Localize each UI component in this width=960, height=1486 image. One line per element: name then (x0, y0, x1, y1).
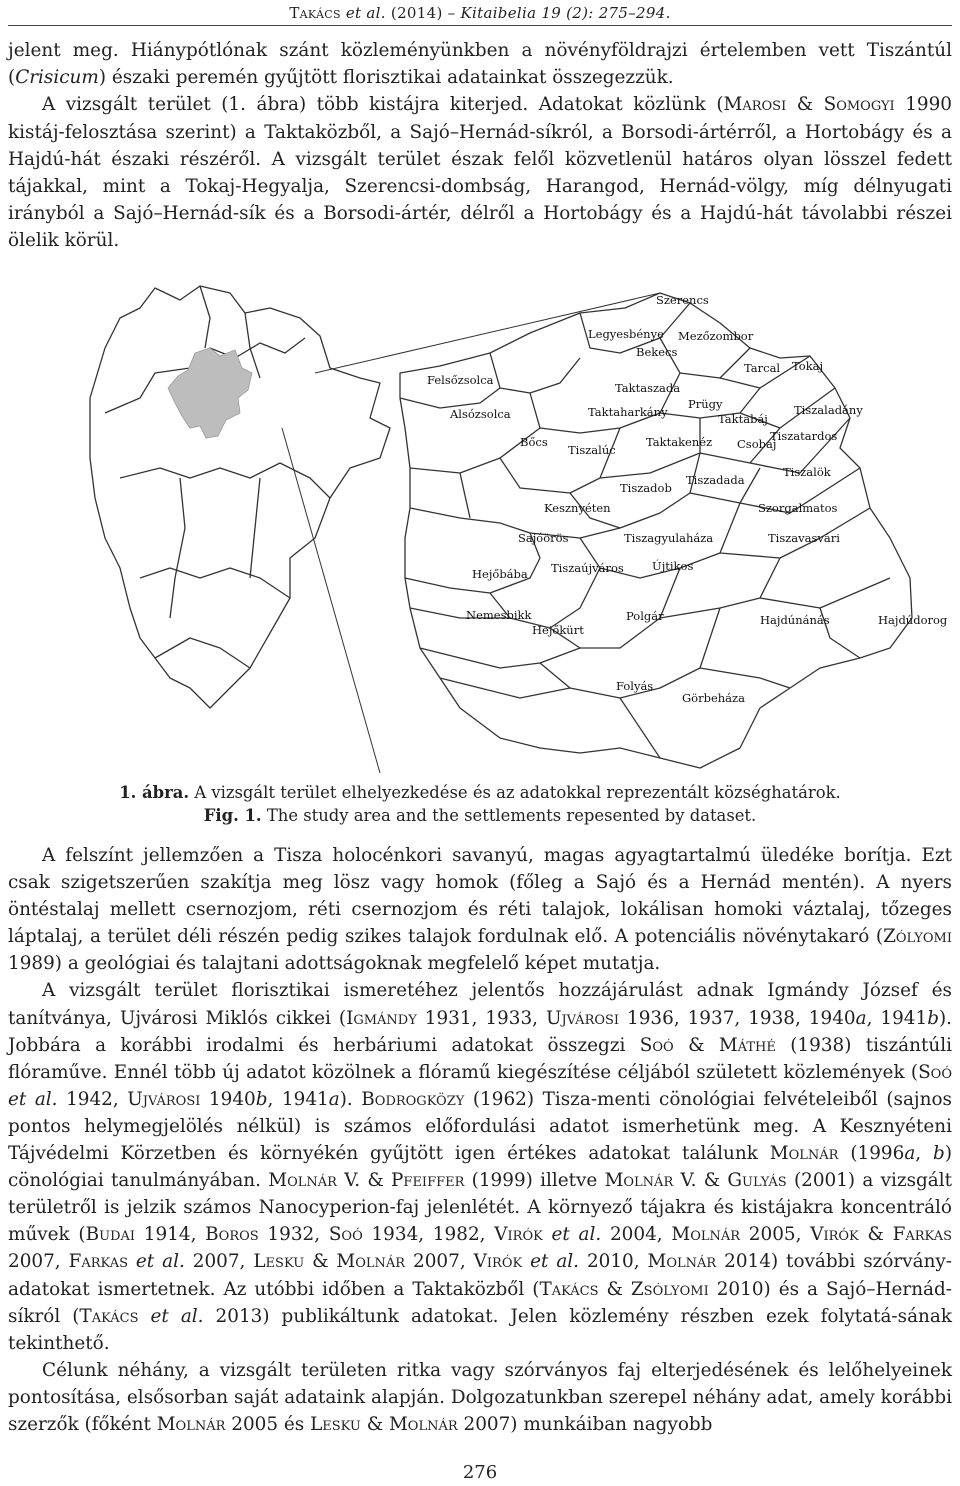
overview-inner-6 (245, 313, 260, 378)
text-run: (1999) illetve (464, 1170, 605, 1192)
map-label: Sajóörös (518, 531, 569, 545)
caption-text: The study area and the settlements repesented by dataset. (261, 806, 757, 825)
text-italic: a (328, 1088, 340, 1110)
author-name: Zólyomi (883, 926, 952, 948)
overview-inner-4 (155, 638, 250, 668)
overview-inner-8 (250, 478, 260, 578)
text-run: (1962) Tisza-menti cönológiai felvételeiből (sajnos pontos helymegjelölés nélkül) is számos előfordulási adatot ismerhetünk meg. A Kesznyéteni Tájvédelmi Körzetben és környékén gyűjtött igen értékes adatokat találunk (8, 1088, 952, 1165)
caption-label: 1. ábra. (119, 783, 190, 802)
map-label: Nemesbikk (466, 608, 532, 622)
map-label: Szerencs (656, 293, 709, 307)
author-name: Zsólyomi (630, 1278, 709, 1300)
caption-label: Fig. 1. (203, 806, 262, 825)
text-italic: et al. (8, 1088, 58, 1110)
text-run: 1990 kistáj-felosztása szerint) a Taktaközből, a Sajó–Hernád-síkról, a Borsodi-ártérről, a Hortobágy és a Hajdú-hát északi részéről. A vizsgált terület észak felől közvetlenül határos olyan lösszel fedett tájakkal, mint a Tokaj-Hegyalja, Szerencsi-dombság, Harangod, Hernád-völgy, míg délnyugati irányból a Sajó–Hernád-sík és a Borsodi-ártér, délről a Hortobágy és a Hajdú-hát távolabbi részei ölelik körül. (8, 94, 953, 252)
author-name: Ujvárosi (127, 1088, 201, 1110)
overview-inner-7 (170, 478, 185, 618)
overview-inner-5 (200, 286, 210, 348)
author-name: Soó (328, 1224, 363, 1246)
author-name: Igmándy (346, 1007, 417, 1029)
map-label: Bőcs (520, 435, 548, 449)
map-label: Csobaj (737, 437, 777, 451)
map-label: Taktaszada (615, 381, 681, 395)
text-run: , 1941 (866, 1007, 928, 1029)
author-name: Takács (539, 1278, 599, 1300)
map-label: Taktaharkány (588, 405, 668, 419)
text-run: (1938) tiszántúli flóraműve. Ennél több új adatot közölnek a flóramű kiegészítése céljából született közlemények ( (8, 1034, 952, 1083)
study-area-fill (168, 348, 252, 438)
map-label: Hajdúdorog (878, 613, 948, 627)
map-labels (427, 293, 948, 705)
text-run: 1940 (200, 1088, 256, 1110)
text-run: 1936, 1937, 1938, 1940 (619, 1007, 856, 1029)
map-label: Tiszadob (620, 481, 672, 495)
author-name: Bodrogközy (361, 1088, 465, 1110)
text-run: & (304, 1251, 337, 1273)
body-text (8, 842, 952, 1438)
author-name: Molnár (769, 1143, 839, 1165)
map-label: Polgár (626, 609, 664, 623)
text-run: Célunk néhány, a vizsgált területen ritka vagy szórványos faj elterjedésének és lelőhelyeinek pontosítása, elsősorban saját adataink alapján. Dolgozatunkban szerepel néhány adat, amely korábbi szerzők (főként (8, 1359, 952, 1435)
map-label: Hejőbába (472, 567, 528, 581)
map-label: Tokaj (792, 359, 824, 373)
detail-boundary (400, 388, 500, 408)
author-name: Marosi (723, 94, 787, 116)
text-italic: et al. (542, 1224, 602, 1246)
author-name: Boros (205, 1224, 259, 1246)
text-run: 2005, (740, 1224, 811, 1246)
author-name: Molnár (671, 1224, 741, 1246)
map-label: Görbeháza (682, 691, 745, 705)
caption-text: A vizsgált terület elhelyezkedése és az adatokkal reprezentált községhatárok. (189, 783, 841, 802)
intro-text (8, 37, 952, 255)
map-label: Taktakenéz (646, 435, 713, 449)
map-label: Folyás (616, 679, 654, 693)
overview-outline (90, 286, 390, 708)
author-name: Virók (810, 1224, 859, 1246)
map-label: Hajdúnánás (760, 613, 830, 627)
text-run: 2010) és a Sajó–Hernád-síkról ( (8, 1278, 953, 1327)
map-label: Tiszaladány (794, 403, 863, 417)
author-name: Budai (85, 1224, 136, 1246)
body-paragraph-1 (8, 842, 952, 977)
text-run: 2007, (405, 1251, 474, 1273)
text-run: (1996 (838, 1143, 905, 1165)
zoom-line-bottom (282, 428, 380, 773)
detail-boundary (420, 648, 580, 668)
map-label: Tiszagyulaháza (624, 531, 714, 545)
overview-inner-2 (120, 463, 330, 498)
text-run: 1989) a geológiai és talajtani adottságoknak megfelelő képet mutatja. (8, 953, 661, 975)
text-italic: b (927, 1007, 939, 1029)
text-run: jelent meg. Hiánypótlónak szánt közleményünkben a növényföldrajzi értelemben vett Tiszántúl ( (8, 40, 952, 89)
author-name: Soó (639, 1034, 674, 1056)
author-name: Molnár (388, 1413, 458, 1435)
text-run: & (786, 94, 824, 116)
detail-boundary (460, 473, 470, 518)
map-label: Szorgalmatos (758, 501, 838, 515)
intro-paragraph-1 (8, 37, 952, 91)
text-run: , (915, 1143, 934, 1165)
text-run: 2010, (579, 1251, 648, 1273)
author-name: Farkas (892, 1224, 953, 1246)
author-name: Farkas (68, 1251, 128, 1273)
text-run: 2007) munkáiban nagyobb (457, 1413, 713, 1435)
text-italic: a (855, 1007, 867, 1029)
text-run: ) északi peremén gyűjtött florisztikai adatainkat összegezzük. (98, 67, 674, 89)
map-label: Taktabáj (718, 412, 768, 426)
text-run: A vizsgált terület florisztikai ismeretéhez jelentős hozzájárulást adnak Igmándy József és tanítványa, Ujvárosi Miklós cikkei ( (8, 980, 952, 1029)
text-italic: et al. (138, 1305, 204, 1327)
text-run: ) cönológiai tanulmányában. (8, 1143, 952, 1192)
figure-caption-hu (8, 781, 952, 804)
text-run: 2004, (601, 1224, 672, 1246)
text-run: & (858, 1224, 893, 1246)
body-paragraph-2 (8, 977, 952, 1356)
text-run: 1931, 1933, (416, 1007, 546, 1029)
map-label: Tiszalúc (568, 443, 616, 457)
detail-boundary (500, 428, 620, 493)
map-label: Alsózsolca (450, 407, 511, 421)
author-name: Molnár (156, 1413, 226, 1435)
header-citation: (2014) – (385, 4, 461, 22)
text-run: ). Jobbára a korábbi irodalmi és herbáriumi adatokat összegzi (8, 1007, 953, 1056)
map-label: Tiszaújváros (551, 561, 624, 575)
running-header (0, 0, 960, 22)
author-name: Takács (79, 1305, 139, 1327)
header-rule (8, 25, 952, 26)
author-name: Pfeiffer (391, 1170, 465, 1192)
text-run: 2014) további szórvány-adatokat ismertetnek. Az utóbbi időben a Taktaközből ( (8, 1251, 953, 1300)
author-name: Soó (918, 1061, 952, 1083)
text-run: 2007, (8, 1251, 69, 1273)
text-run: A felszínt jellemzően a Tisza holocénkori savanyú, magas agyagtartalmú üledéke borítja. Ezt csak szigetszerűen szakítja meg lösz vagy homok (főleg a Sajó és a Hernád mentén). A nyers öntéstalaj mellett csernozjom, réti csernozjom és réti talajok, lokálisan homoki váztalaj, tőzeges láptalaj, a terület déli részén pedig szikes talajok fordulnak elő. A potenciális növénytakaró ( (8, 845, 952, 948)
map-label: Mezőzombor (678, 329, 754, 343)
author-name: Molnár (336, 1251, 406, 1273)
text-run: A vizsgált terület (1. ábra) több kistájra kiterjed. Adatokat közlünk ( (42, 94, 724, 116)
map-label: Tiszalök (783, 465, 831, 479)
author-name: Gulyás (727, 1170, 787, 1192)
author-name: Somogyi (823, 94, 895, 116)
text-run: & (598, 1278, 631, 1300)
text-italic: b (255, 1088, 268, 1110)
text-run: 1932, (258, 1224, 329, 1246)
text-run: 1914, (135, 1224, 206, 1246)
text-run: & (360, 1413, 389, 1435)
detail-boundary (490, 353, 580, 393)
author-name: Lesku (310, 1413, 361, 1435)
text-run: 2007, (184, 1251, 254, 1273)
map-label: Kesznyéten (544, 501, 611, 515)
map-label: Újtikos (652, 559, 694, 573)
author-name: Molnár (268, 1170, 337, 1192)
author-name: Lesku (253, 1251, 305, 1273)
text-run: , 1941 (267, 1088, 329, 1110)
text-run: & (673, 1034, 719, 1056)
body-paragraph-3 (8, 1357, 952, 1438)
text-run: 1934, 1982, (362, 1224, 495, 1246)
study-area-map (60, 278, 948, 778)
author-name: Ujvárosi (545, 1007, 620, 1029)
map-label: Felsőzsolca (427, 373, 494, 387)
detail-boundary (700, 668, 790, 688)
author-name: Máthé (718, 1034, 776, 1056)
text-run: (2001) a vizsgált területről is jelzik számos Nanocyperion-faj jelenlétét. A környező tájakra és kistájakra koncentráló művek ( (8, 1170, 953, 1246)
intro-paragraph-2 (8, 91, 952, 254)
text-run: V. & (673, 1170, 728, 1192)
text-run: V. & (336, 1170, 392, 1192)
text-italic: et al. (128, 1251, 185, 1273)
text-run: ). (339, 1088, 362, 1110)
map-label: Tiszavasvári (768, 531, 840, 545)
map-label: Hejőkürt (532, 623, 584, 637)
map-label: Tiszatardos (770, 429, 838, 443)
text-italic: Crisicum (15, 67, 99, 89)
map-label: Bekecs (636, 345, 678, 359)
header-authors: Takács (289, 4, 341, 22)
author-name: Virók (494, 1224, 543, 1246)
text-italic: et al. (522, 1251, 580, 1273)
author-name: Molnár (647, 1251, 717, 1273)
header-etal: et al. (345, 4, 386, 22)
map-label: Legyesbénye (588, 327, 664, 341)
map-label: Tarcal (744, 361, 781, 375)
detail-boundary (760, 578, 890, 608)
map-label: Tiszadada (686, 473, 745, 487)
text-run: 2013) publikáltunk adatokat. Jelen közlemény részben ezek folytatá-sának tekinthető. (8, 1305, 952, 1354)
map-label: Prügy (688, 397, 723, 411)
text-italic: a (904, 1143, 916, 1165)
text-run: 1942, (57, 1088, 128, 1110)
header-journal: Kitaibelia 19 (2): 275–294. (460, 4, 671, 22)
text-italic: b (933, 1143, 945, 1165)
overview-inner-3 (140, 568, 290, 598)
figure-caption-en (8, 804, 952, 827)
author-name: Virók (473, 1251, 523, 1273)
page-number: 276 (462, 1462, 498, 1483)
text-run: 2005 és (225, 1413, 311, 1435)
author-name: Molnár (604, 1170, 674, 1192)
detail-boundary (440, 678, 570, 698)
